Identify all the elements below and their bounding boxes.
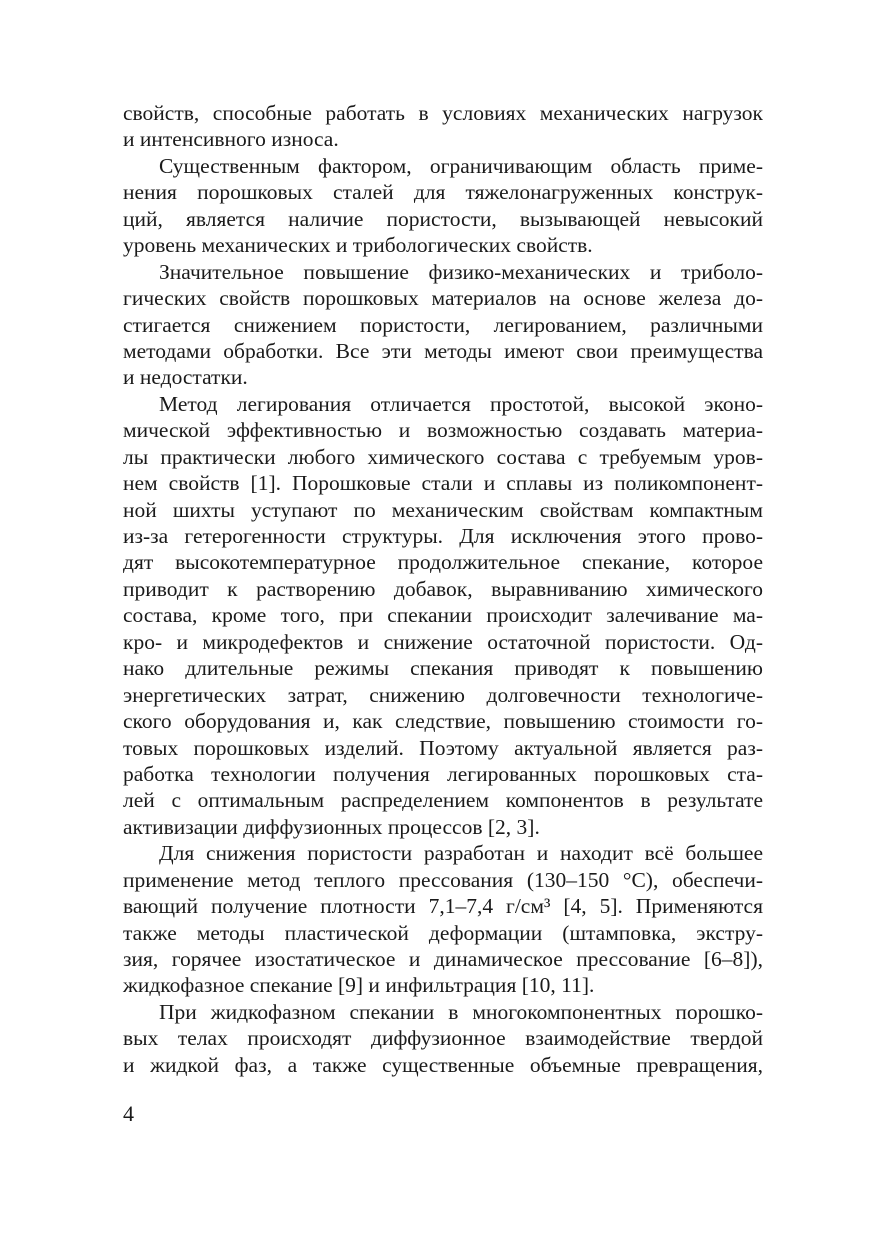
text-line: также методы пластической деформации (штамповка, экстру-	[123, 920, 763, 945]
page-number: 4	[123, 1101, 134, 1126]
text-line: Для снижения пористости разработан и находит всё большее	[159, 841, 763, 866]
text-line: применение метод теплого прессования (130–150 °С), обеспечи-	[123, 867, 763, 892]
text-line: гических свойств порошковых материалов на основе железа до-	[123, 286, 763, 311]
text-line: При жидкофазном спекании в многокомпонентных порошко-	[159, 999, 763, 1024]
text-line: свойств, способные работать в условиях механических нагрузок	[123, 101, 763, 125]
text-line: вающий получение плотности 7,1–7,4 г/см³ [4, 5]. Применяются	[123, 894, 763, 919]
text-line: ского оборудования и, как следствие, повышению стоимости го-	[123, 709, 763, 734]
text-line: зия, горячее изостатическое и динамическое прессование [6–8]),	[123, 947, 763, 971]
text-line: нем свойств [1]. Порошковые стали и сплавы из поликомпонент-	[123, 471, 763, 496]
page-body	[123, 100, 763, 1078]
paragraph-6	[123, 999, 763, 1078]
text-line: нения порошковых сталей для тяжелонагруженных конструк-	[123, 180, 763, 205]
text-line: и интенсивного износа.	[123, 127, 339, 152]
text-line: вых телах происходят диффузионное взаимодействие твердой	[123, 1026, 763, 1051]
text-line: дят высокотемпературное продолжительное спекание, которое	[123, 550, 763, 575]
text-line: Значительное повышение физико-механических и триболо-	[159, 259, 763, 284]
text-line: лей с оптимальным распределением компонентов в результате	[123, 788, 763, 813]
paragraph-4	[123, 391, 763, 840]
text-line: стигается снижением пористости, легированием, различными	[123, 312, 763, 337]
paragraph-5	[123, 840, 763, 999]
paragraph-1	[123, 100, 763, 153]
text-line: и жидкой фаз, а также существенные объемные превращения,	[123, 1052, 763, 1077]
text-line: Существенным фактором, ограничивающим область приме-	[159, 153, 763, 178]
text-line: ций, является наличие пористости, вызывающей невысокий	[123, 206, 763, 231]
text-line: из-за гетерогенности структуры. Для исключения этого прово-	[123, 524, 763, 548]
text-line: товых порошковых изделий. Поэтому актуальной является раз-	[123, 735, 763, 760]
text-line: мической эффективностью и возможностью создавать материа-	[123, 418, 763, 443]
text-line: ной шихты уступают по механическим свойствам компактным	[123, 497, 763, 522]
text-line: приводит к растворению добавок, выравниванию химического	[123, 576, 763, 601]
text-line: методами обработки. Все эти методы имеют свои преимущества	[123, 338, 763, 363]
text-line: состава, кроме того, при спекании происходит залечивание ма-	[123, 603, 763, 628]
text-line: активизации диффузионных процессов [2, 3].	[123, 814, 540, 839]
text-line: лы практически любого химического состава с требуемым уров-	[123, 444, 763, 469]
text-line: энергетических затрат, снижению долговечности технологиче-	[123, 682, 763, 707]
paragraph-3	[123, 259, 763, 391]
text-line: кро- и микродефектов и снижение остаточной пористости. Од-	[123, 629, 763, 654]
text-line: работка технологии получения легированных порошковых ста-	[123, 761, 763, 786]
text-line: Метод легирования отличается простотой, высокой эконо-	[159, 391, 763, 416]
text-line: жидкофазное спекание [9] и инфильтрация [10, 11].	[123, 973, 595, 998]
text-line: и недостатки.	[123, 365, 248, 390]
text-line: уровень механических и трибологических свойств.	[123, 233, 593, 258]
paragraph-2	[123, 153, 763, 259]
text-line: нако длительные режимы спекания приводят к повышению	[123, 656, 763, 681]
